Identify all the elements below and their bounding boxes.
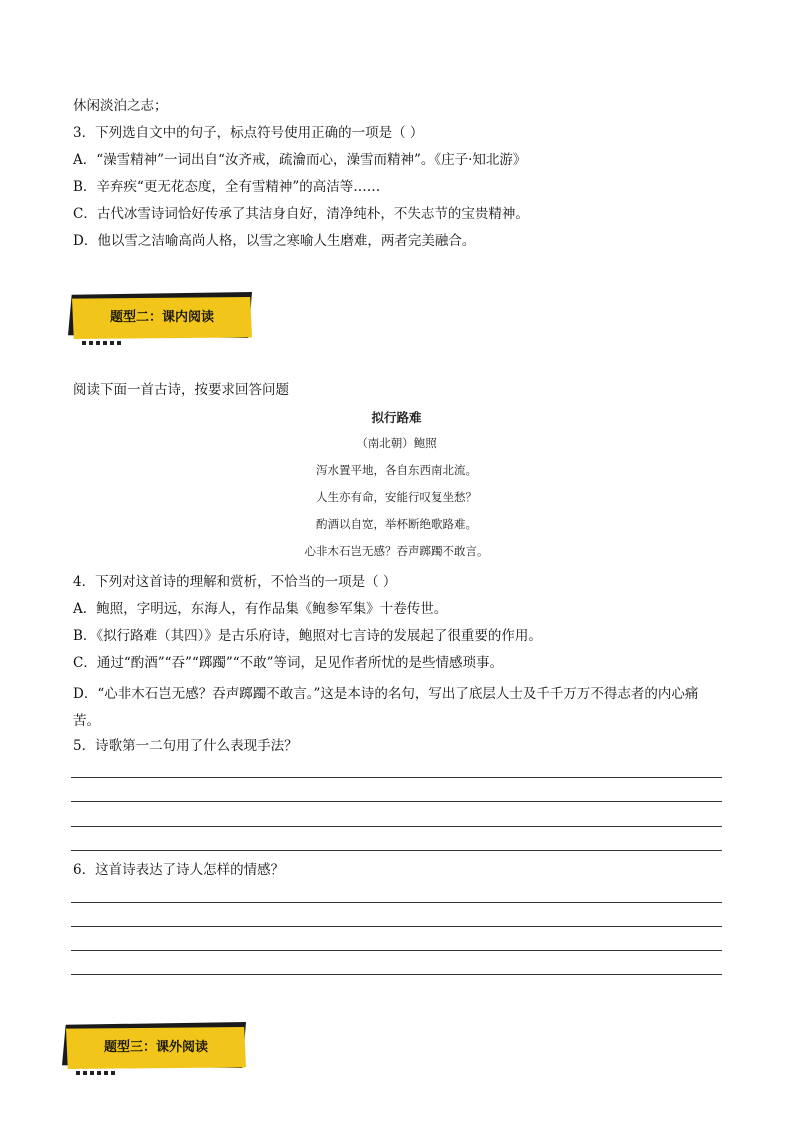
answer-line[interactable] [71, 850, 722, 851]
question-3-option-a: A．“澡雪精神”一词出自“汝齐戒，疏瀹而心，澡雪而精神”。《庄子·知北游》 [73, 152, 527, 168]
banner-dots-decoration [76, 1071, 116, 1075]
answer-line[interactable] [71, 902, 722, 903]
poem-line-1: 泻水置平地，各自东西南北流。 [316, 463, 477, 477]
poem-line-2: 人生亦有命，安能行叹复坐愁？ [316, 490, 477, 504]
section-2-title: 题型二：课内阅读 [109, 310, 214, 325]
question-4-stem: 4．下列对这首诗的理解和赏析，不恰当的一项是（ ） [73, 574, 397, 590]
section-3-banner [66, 1027, 246, 1069]
section-2-banner [72, 297, 252, 339]
answer-line[interactable] [71, 777, 722, 778]
previous-text-line: 休闲淡泊之志； [73, 98, 168, 114]
question-3-stem: 3．下列选自文中的句子，标点符号使用正确的一项是（ ） [73, 125, 424, 141]
answer-line[interactable] [71, 801, 722, 802]
question-4-option-b: B．《拟行路难（其四）》是古乐府诗，鲍照对七言诗的发展起了很重要的作用。 [73, 628, 542, 644]
question-4-option-a: A．鲍照，字明远，东海人，有作品集《鲍参军集》十卷传世。 [73, 601, 448, 617]
question-5-stem: 5．诗歌第一二句用了什么表现手法？ [73, 738, 298, 754]
reading-instruction: 阅读下面一首古诗，按要求回答问题 [73, 382, 289, 398]
answer-line[interactable] [71, 974, 722, 975]
question-4-option-c: C．通过“酌酒”“吞”“踯躅”“不敢”等词，足见作者所忧的是些情感琐事。 [73, 655, 504, 671]
poem-line-4: 心非木石岂无感？吞声踯躅不敢言。 [304, 544, 489, 558]
question-3-option-c: C．古代冰雪诗词恰好传承了其洁身自好，清净纯朴，不失志节的宝贵精神。 [73, 206, 529, 222]
question-3-option-b: B．辛弃疾“更无花态度，全有雪精神”的高洁等…… [73, 179, 381, 195]
answer-line[interactable] [71, 826, 722, 827]
question-6-stem: 6．这首诗表达了诗人怎样的情感？ [73, 862, 285, 878]
poem-line-3: 酌酒以自宽，举杯断绝歌路难。 [316, 517, 477, 531]
question-4-option-d: D．“心非木石岂无感？吞声踯躅不敢言。”这是本诗的名句，写出了底层人士及千千万万不得志者的内心痛苦。 [73, 686, 699, 729]
question-3-option-d: D．他以雪之洁喻高尚人格，以雪之寒喻人生磨难，两者完美融合。 [73, 233, 476, 249]
banner-dots-decoration [82, 341, 122, 345]
answer-line[interactable] [71, 950, 722, 951]
poem-author: （南北朝）鲍照 [356, 436, 437, 450]
section-3-title: 题型三：课外阅读 [103, 1040, 208, 1055]
poem-title: 拟行路难 [371, 410, 422, 425]
answer-line[interactable] [71, 926, 722, 927]
